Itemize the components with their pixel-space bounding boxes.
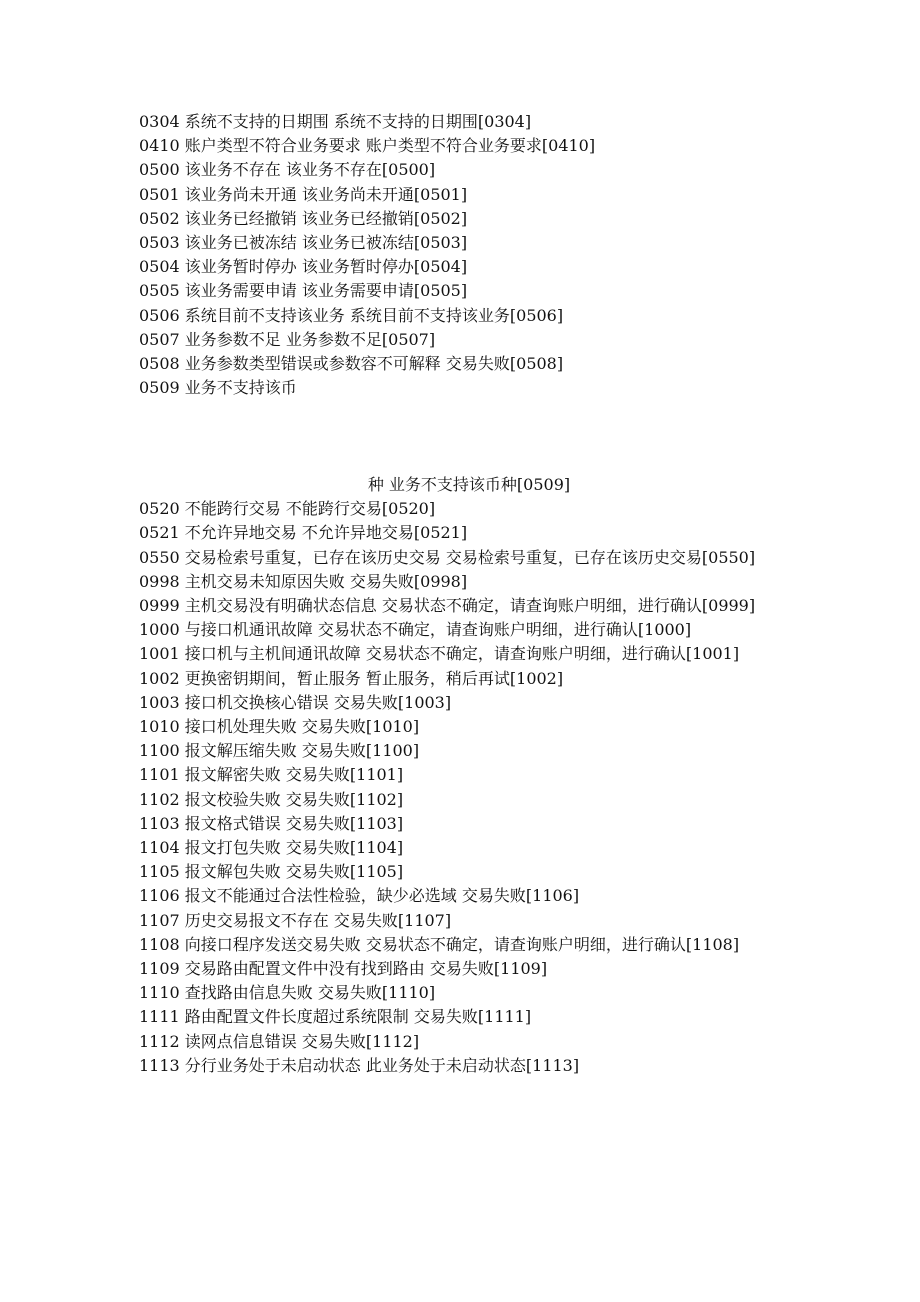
error-code-line: 1001 接口机与主机间通讯故障 交易状态不确定，请查询账户明细，进行确认[1001] (139, 644, 740, 664)
error-code-line: 0503 该业务已被冻结 该业务已被冻结[0503] (139, 233, 468, 253)
error-code-line: 0304 系统不支持的日期围 系统不支持的日期围[0304] (139, 112, 532, 131)
error-code-line: 1103 报文格式错误 交易失败[1103] (139, 813, 404, 833)
error-code-line: 0508 业务参数类型错误或参数容不可解释 交易失败[0508] (139, 354, 564, 374)
error-code-line: 1110 查找路由信息失败 交易失败[1110] (139, 983, 436, 1003)
error-code-line: 1100 报文解压缩失败 交易失败[1100] (139, 741, 420, 761)
error-code-line: 1109 交易路由配置文件中没有找到路由 交易失败[1109] (139, 959, 548, 979)
error-code-line: 1102 报文校验失败 交易失败[1102] (139, 789, 404, 809)
error-code-line: 0550 交易检索号重复，已存在该历史交易 交易检索号重复，已存在该历史交易[0550] (139, 547, 756, 567)
error-code-line: 0507 业务参数不足 业务参数不足[0507] (139, 329, 436, 349)
error-code-list-bottom (139, 473, 799, 1078)
continued-line: 种 业务不支持该币种[0509] (367, 475, 571, 494)
error-code-line: 0520 不能跨行交易 不能跨行交易[0520] (139, 499, 436, 519)
error-code-line: 1000 与接口机通讯故障 交易状态不确定，请查询账户明细，进行确认[1000] (139, 620, 692, 640)
error-code-line: 1010 接口机处理失败 交易失败[1010] (139, 717, 420, 737)
error-code-line: 0506 系统目前不支持该业务 系统目前不支持该业务[0506] (139, 305, 564, 325)
error-code-line: 1105 报文解包失败 交易失败[1105] (139, 862, 404, 882)
error-code-line: 1107 历史交易报文不存在 交易失败[1107] (139, 910, 452, 930)
error-code-line: 1002 更换密钥期间，暂止服务 暂止服务，稍后再试[1002] (139, 668, 564, 688)
error-code-line: 1104 报文打包失败 交易失败[1104] (139, 838, 404, 858)
error-code-line: 1113 分行业务处于未启动状态 此业务处于未启动状态[1113] (139, 1055, 580, 1075)
error-code-line: 0521 不允许异地交易 不允许异地交易[0521] (139, 523, 468, 543)
error-code-line: 1101 报文解密失败 交易失败[1101] (139, 765, 404, 785)
error-code-line: 0501 该业务尚未开通 该业务尚未开通[0501] (139, 184, 468, 204)
error-code-line: 0509 业务不支持该币 (139, 378, 297, 398)
error-code-line: 1108 向接口程序发送交易失败 交易状态不确定，请查询账户明细，进行确认[1108] (139, 934, 740, 954)
error-code-list-top (139, 110, 799, 400)
error-code-line: 0500 该业务不存在 该业务不存在[0500] (139, 160, 436, 180)
error-code-line: 0502 该业务已经撤销 该业务已经撤销[0502] (139, 208, 468, 228)
error-code-line: 1106 报文不能通过合法性检验，缺少必选域 交易失败[1106] (139, 886, 580, 906)
error-code-line: 0998 主机交易未知原因失败 交易失败[0998] (139, 571, 468, 591)
error-code-line: 1111 路由配置文件长度超过系统限制 交易失败[1111] (139, 1007, 532, 1027)
error-code-line: 1112 读网点信息错误 交易失败[1112] (139, 1031, 420, 1051)
error-code-line: 1003 接口机交换核心错误 交易失败[1003] (139, 692, 452, 712)
error-code-line: 0999 主机交易没有明确状态信息 交易状态不确定，请查询账户明细，进行确认[0999] (139, 596, 756, 616)
error-code-line: 0410 账户类型不符合业务要求 账户类型不符合业务要求[0410] (139, 136, 596, 156)
error-code-line: 0505 该业务需要申请 该业务需要申请[0505] (139, 281, 468, 301)
error-code-line: 0504 该业务暂时停办 该业务暂时停办[0504] (139, 257, 468, 277)
